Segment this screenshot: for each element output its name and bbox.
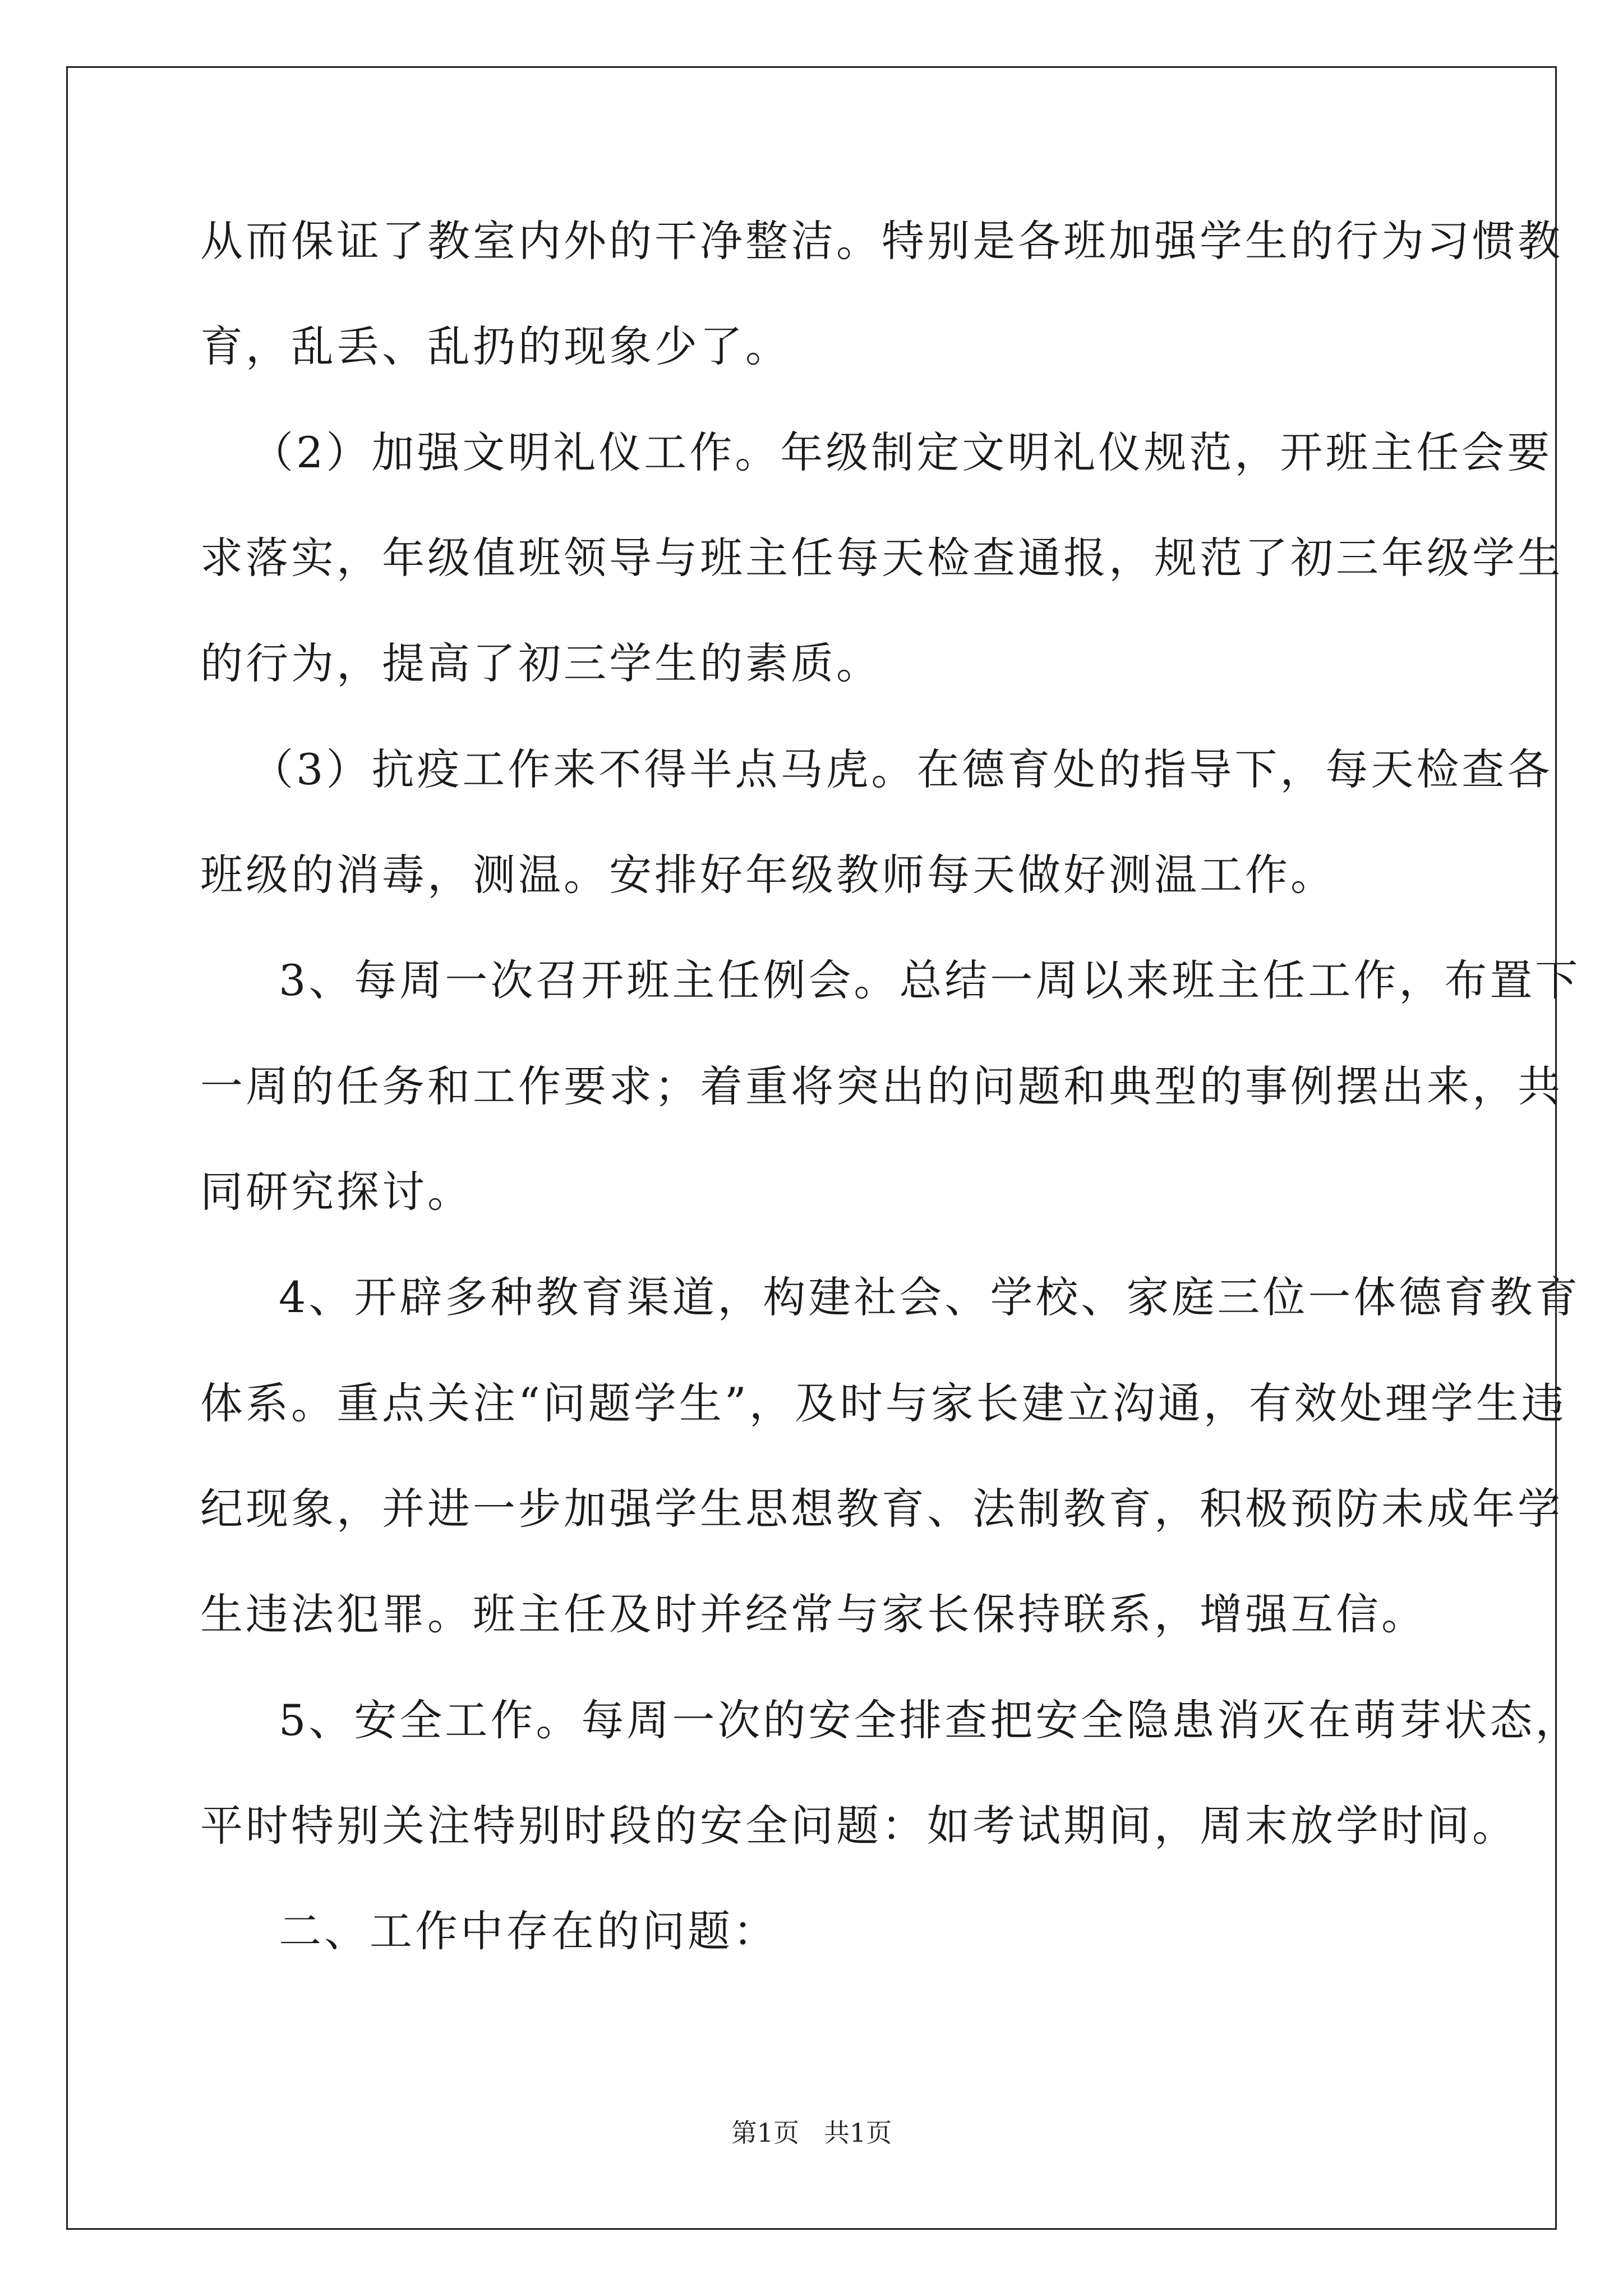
text-line: 3、每周一次召开班主任例会。总结一周以来班主任工作，布置下 bbox=[279, 955, 1581, 1005]
text-line: 育，乱丢、乱扔的现象少了。 bbox=[200, 321, 791, 371]
text-line: 的行为，提高了初三学生的素质。 bbox=[200, 638, 882, 688]
text-line: 生违法犯罪。班主任及时并经常与家长保持联系，增强互信。 bbox=[200, 1589, 1427, 1639]
text-line: 纪现象，并进一步加强学生思想教育、法制教育，积极预防未成年学 bbox=[200, 1484, 1563, 1534]
text-line: 同研究探讨。 bbox=[200, 1167, 473, 1217]
page-total: 共1页 bbox=[823, 2118, 892, 2148]
text-line: 5、安全工作。每周一次的安全排查把安全隐患消灭在萌芽状态， bbox=[279, 1695, 1581, 1745]
text-line: 体系。重点关注“问题学生”，及时与家长建立沟通，有效处理学生违 bbox=[200, 1378, 1567, 1428]
text-line: 二、工作中存在的问题： bbox=[279, 1906, 778, 1956]
text-line: 从而保证了教室内外的干净整洁。特别是各班加强学生的行为习惯教 bbox=[200, 216, 1563, 266]
text-line: 求落实，年级值班领导与班主任每天检查通报，规范了初三年级学生 bbox=[200, 533, 1563, 583]
text-line: （2）加强文明礼仪工作。年级制定文明礼仪规范，开班主任会要 bbox=[251, 427, 1553, 477]
text-line: 平时特别关注特别时段的安全问题：如考试期间，周末放学时间。 bbox=[200, 1801, 1518, 1851]
text-line: （3）抗疫工作来不得半点马虎。在德育处的指导下，每天检查各 bbox=[251, 744, 1553, 794]
text-line: 班级的消毒，测温。安排好年级教师每天做好测温工作。 bbox=[200, 850, 1336, 900]
page-number: 第1页 bbox=[731, 2118, 800, 2148]
text-line: 一周的任务和工作要求；着重将突出的问题和典型的事例摆出来，共 bbox=[200, 1061, 1563, 1111]
text-line: 4、开辟多种教育渠道，构建社会、学校、家庭三位一体德育教育 bbox=[279, 1272, 1581, 1322]
page-footer bbox=[0, 2116, 1623, 2150]
